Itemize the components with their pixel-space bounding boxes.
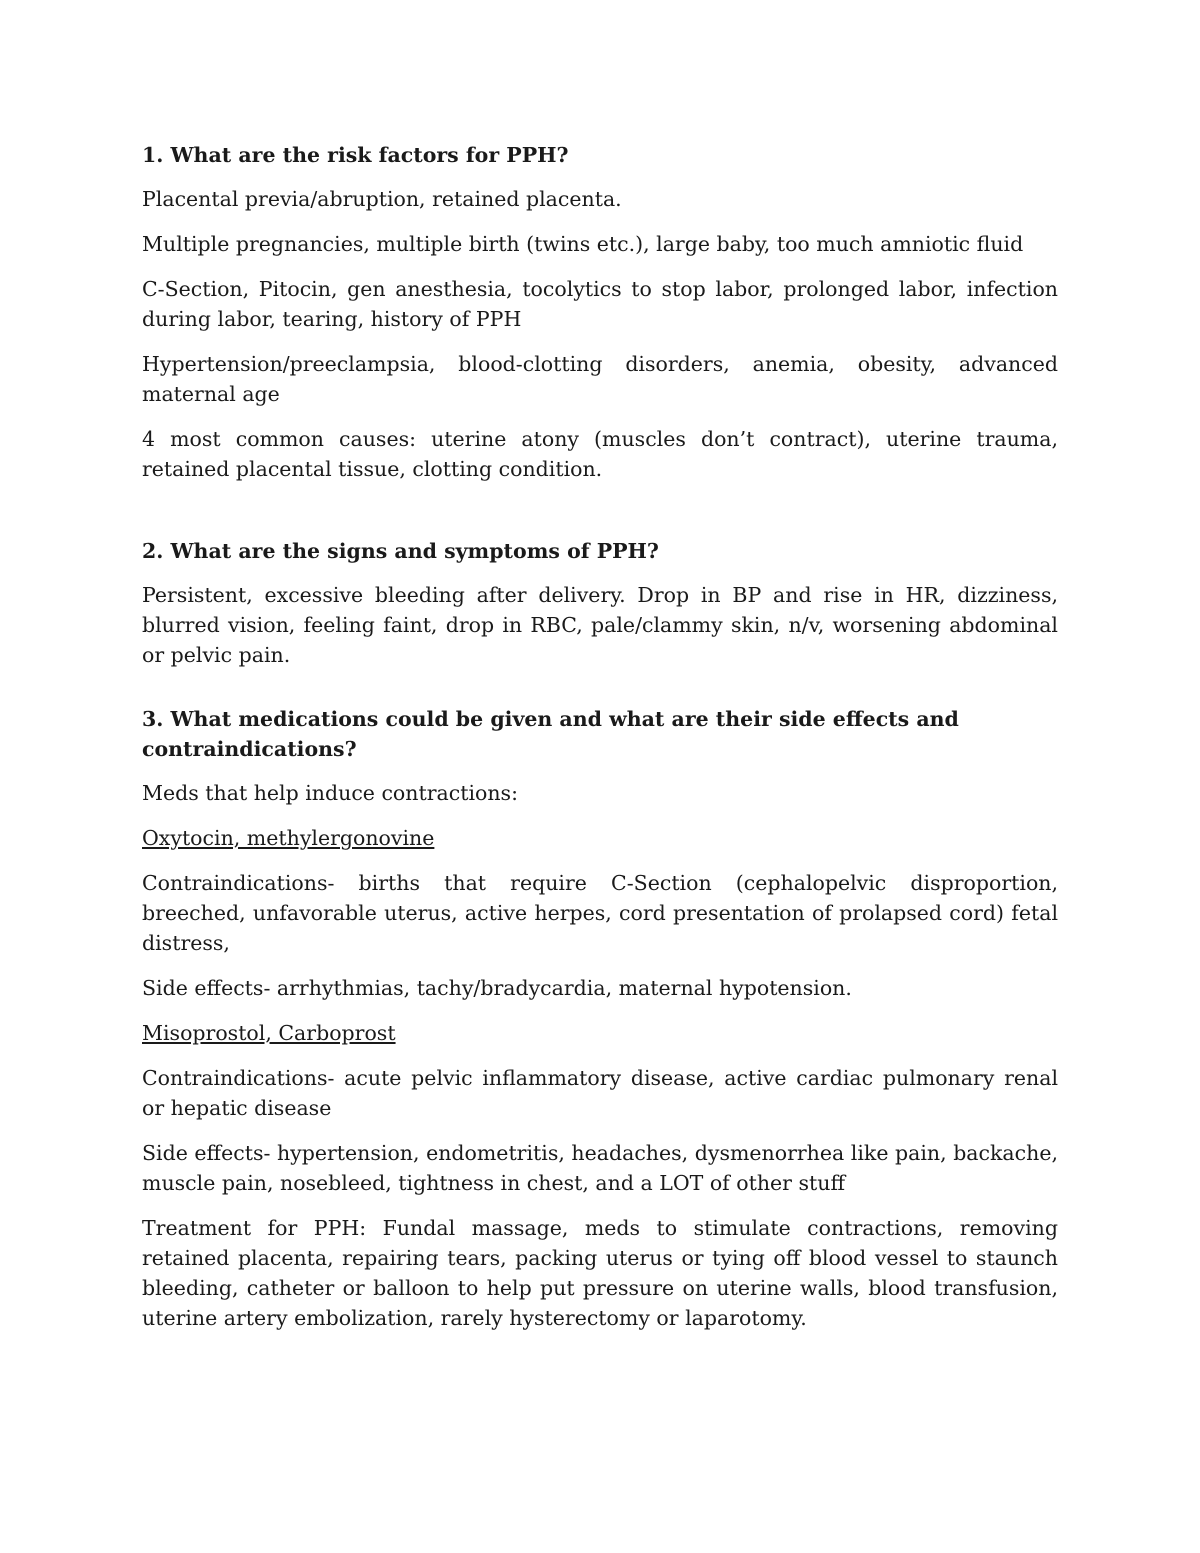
- question-1-heading: 1. What are the risk factors for PPH?: [142, 143, 569, 167]
- drug-group-1-side-effects: Side effects- arrhythmias, tachy/bradycardia, maternal hypotension.: [142, 976, 852, 1000]
- drug-group-2-title: Misoprostol, Carboprost: [142, 1021, 396, 1045]
- risk-factors-multiple: Multiple pregnancies, multiple birth (twins etc.), large baby, too much amniotic fluid: [142, 232, 1024, 256]
- question-2-heading: 2. What are the signs and symptoms of PPH?: [142, 539, 659, 563]
- risk-factors-labor: C-Section, Pitocin, gen anesthesia, tocolytics to stop labor, prolonged labor, infection during labor, tearing, history of PPH: [142, 277, 1058, 331]
- drug-group-1-contraindications: Contraindications- births that require C-Section (cephalopelvic disproportion, breeched, unfavorable uterus, active herpes, cord presentation of prolapsed cord) fetal distress,: [142, 871, 1058, 955]
- drug-group-2-contraindications: Contraindications- acute pelvic inflammatory disease, active cardiac pulmonary renal or hepatic disease: [142, 1066, 1058, 1120]
- drug-group-1-title: Oxytocin, methylergonovine: [142, 826, 435, 850]
- meds-intro: Meds that help induce contractions:: [142, 781, 518, 805]
- question-3-heading: 3. What medications could be given and what are their side effects and contraindications?: [142, 707, 959, 761]
- risk-factors-conditions: Hypertension/preeclampsia, blood-clotting disorders, anemia, obesity, advanced maternal age: [142, 352, 1058, 406]
- drug-group-1-name: [142, 823, 1058, 853]
- risk-factors-placental: Placental previa/abruption, retained placenta.: [142, 187, 622, 211]
- document-page: [142, 140, 1058, 1348]
- drug-group-2-name: [142, 1018, 1058, 1048]
- treatment-paragraph: Treatment for PPH: Fundal massage, meds to stimulate contractions, removing retained placenta, repairing tears, packing uterus or tying off blood vessel to staunch bleeding, catheter or balloon to help put pressure on uterine walls, blood transfusion, uterine artery embolization, rarely hysterectomy or laparotomy.: [142, 1216, 1058, 1330]
- drug-group-2-side-effects: Side effects- hypertension, endometritis, headaches, dysmenorrhea like pain, backache, muscle pain, nosebleed, tightness in chest, and a LOT of other stuff: [142, 1141, 1058, 1195]
- signs-symptoms: Persistent, excessive bleeding after delivery. Drop in BP and rise in HR, dizziness, blurred vision, feeling faint, drop in RBC, pale/clammy skin, n/v, worsening abdominal or pelvic pain.: [142, 583, 1058, 667]
- common-causes: 4 most common causes: uterine atony (muscles don’t contract), uterine trauma, retained placental tissue, clotting condition.: [142, 427, 1058, 481]
